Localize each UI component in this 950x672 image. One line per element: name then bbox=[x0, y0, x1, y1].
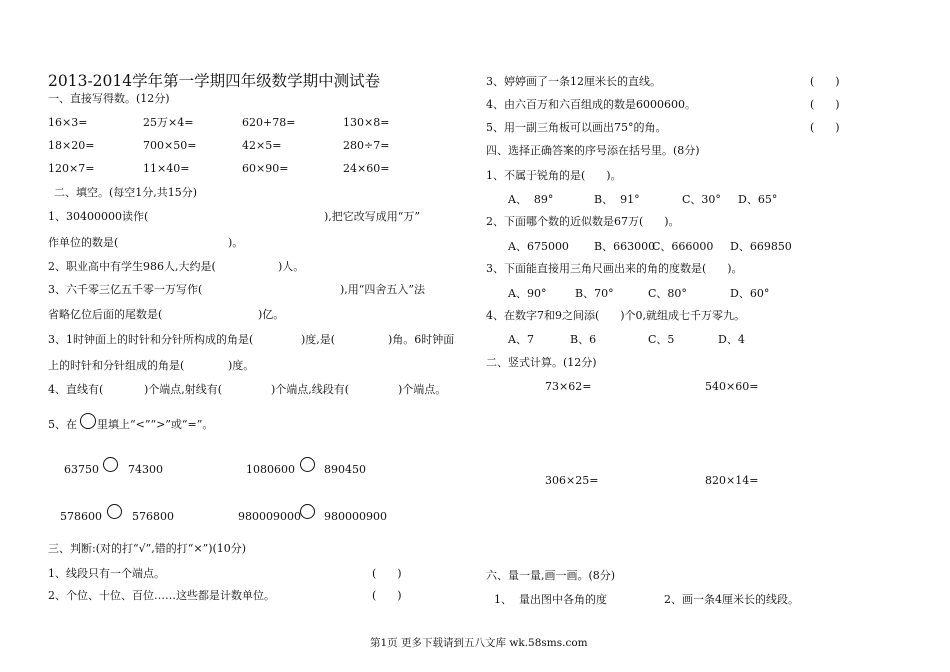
compare-number: 578600 bbox=[60, 510, 102, 523]
vertical-calc-item: 306×25= bbox=[545, 474, 599, 487]
calc-item: 120×7= bbox=[48, 162, 95, 175]
section-3-heading: 三、判断:(对的打“√”,错的打“×”)(10分) bbox=[48, 542, 247, 555]
choice-option: A、90° bbox=[508, 287, 547, 300]
calc-item: 42×5= bbox=[242, 139, 282, 152]
judge-answer-paren: ( ) bbox=[372, 567, 402, 580]
choice-option: B、 91° bbox=[594, 193, 640, 206]
calc-item: 16×3= bbox=[48, 116, 88, 129]
judge-item-4: 4、由六百万和六百组成的数是6000600。 bbox=[486, 98, 696, 111]
calc-item: 620+78= bbox=[242, 116, 296, 129]
section-4-heading: 四、选择正确答案的序号添在括号里。(8分) bbox=[486, 144, 700, 157]
choice-option: D、60° bbox=[730, 287, 770, 300]
choice-option: D、669850 bbox=[730, 240, 792, 253]
compare-number: 890450 bbox=[324, 463, 366, 476]
choice-option: C、30° bbox=[682, 193, 721, 206]
judge-item-1: 1、线段只有一个端点。 bbox=[48, 567, 165, 580]
choice-option: D、4 bbox=[718, 333, 745, 346]
compare-number: 74300 bbox=[128, 463, 163, 476]
fill-question-3: 3、六千零三亿五千零一万写作( bbox=[48, 283, 203, 296]
compare-number: 576800 bbox=[132, 510, 174, 523]
compare-number: 63750 bbox=[64, 463, 99, 476]
judge-item-3: 3、婷婷画了一条12厘米长的直线。 bbox=[486, 75, 661, 88]
judge-item-5: 5、用一副三角板可以画出75°的角。 bbox=[486, 121, 667, 134]
calc-item: 24×60= bbox=[343, 162, 390, 175]
measure-item-1: 1、 量出图中各角的度 bbox=[494, 593, 607, 606]
choice-question-2: 2、下面哪个数的近似数是67万( )。 bbox=[486, 215, 680, 228]
compare-number: 980009000 bbox=[238, 510, 301, 523]
compare-circle-icon[interactable] bbox=[300, 457, 315, 472]
fill-question-6: 5、在 bbox=[48, 418, 77, 431]
calc-item: 18×20= bbox=[48, 139, 95, 152]
fill-question-4-c: )角。6时钟面 bbox=[388, 333, 455, 346]
compare-number: 980000900 bbox=[324, 510, 387, 523]
section-6-heading: 六、量一量,画一画。(8分) bbox=[486, 569, 616, 582]
choice-option: D、65° bbox=[738, 193, 778, 206]
judge-answer-paren: ( ) bbox=[372, 589, 402, 602]
choice-option: A、675000 bbox=[508, 240, 569, 253]
fill-question-6-cont: 里填上“<”“>”或“=”。 bbox=[97, 418, 214, 431]
choice-option: B、70° bbox=[575, 287, 614, 300]
choice-question-3: 3、下面能直接用三角尺画出来的角的度数是( )。 bbox=[486, 262, 743, 275]
calc-item: 280÷7= bbox=[343, 139, 390, 152]
compare-circle-icon bbox=[80, 413, 96, 429]
fill-question-5-b: )个端点,射线有( bbox=[144, 383, 223, 396]
choice-option: C、5 bbox=[648, 333, 675, 346]
vertical-calc-item: 73×62= bbox=[545, 380, 592, 393]
calc-item: 25万×4= bbox=[143, 116, 194, 129]
fill-question-2: 2、职业高中有学生986人,大约是( bbox=[48, 260, 216, 273]
fill-question-4-line2: 上的时针和分针组成的角是( bbox=[48, 359, 185, 372]
fill-question-1: 1、30400000读作( bbox=[48, 210, 149, 223]
fill-question-4-b: )度,是( bbox=[301, 333, 336, 346]
page-footer: 第1页 更多下载请到五八文库 wk.58sms.com bbox=[370, 637, 588, 649]
calc-item: 60×90= bbox=[242, 162, 289, 175]
judge-answer-paren: ( ) bbox=[810, 121, 840, 134]
choice-option: A、 89° bbox=[508, 193, 554, 206]
calc-item: 700×50= bbox=[143, 139, 197, 152]
fill-question-3-cont: ),用“四舍五入”法 bbox=[340, 283, 426, 296]
fill-question-1-cont: ),把它改写成用“万” bbox=[324, 210, 421, 223]
fill-question-4-end: )度。 bbox=[228, 359, 255, 372]
fill-question-5-c: )个端点,线段有( bbox=[271, 383, 350, 396]
choice-question-4: 4、在数字7和9之间添( )个0,就组成七千万零九。 bbox=[486, 309, 746, 322]
judge-item-2: 2、个位、十位、百位……这些都是计数单位。 bbox=[48, 589, 275, 602]
fill-question-4: 3、1时钟面上的时针和分针所构成的角是( bbox=[48, 333, 254, 346]
fill-question-1-end: )。 bbox=[228, 236, 244, 249]
section-2-heading: 二、填空。(每空1分,共15分) bbox=[54, 186, 198, 199]
choice-option: B、6 bbox=[570, 333, 597, 346]
compare-circle-icon[interactable] bbox=[107, 504, 122, 519]
choice-option: A、7 bbox=[508, 333, 534, 346]
compare-circle-icon[interactable] bbox=[103, 457, 118, 472]
page-title: 2013-2014学年第一学期四年级数学期中测试卷 bbox=[48, 72, 381, 90]
calc-item: 130×8= bbox=[343, 116, 390, 129]
fill-question-1-line2: 作单位的数是( bbox=[48, 236, 119, 249]
choice-option: C、666000 bbox=[652, 240, 714, 253]
choice-question-1: 1、不属于锐角的是( )。 bbox=[486, 169, 622, 182]
vertical-calc-item: 820×14= bbox=[705, 474, 759, 487]
compare-circle-icon[interactable] bbox=[300, 504, 315, 519]
judge-answer-paren: ( ) bbox=[810, 98, 840, 111]
measure-item-2: 2、画一条4厘米长的线段。 bbox=[664, 593, 799, 606]
choice-option: B、663000 bbox=[594, 240, 656, 253]
vertical-calc-item: 540×60= bbox=[705, 380, 759, 393]
section-5-heading: 二、竖式计算。(12分) bbox=[486, 356, 597, 369]
judge-answer-paren: ( ) bbox=[810, 75, 840, 88]
compare-number: 1080600 bbox=[246, 463, 295, 476]
fill-question-3-line2: 省略亿位后面的尾数是( bbox=[48, 308, 163, 321]
section-1-heading: 一、直接写得数。(12分) bbox=[48, 92, 170, 105]
choice-option: C、80° bbox=[648, 287, 687, 300]
fill-question-3-end: )亿。 bbox=[258, 308, 285, 321]
fill-question-2-end: )人。 bbox=[278, 260, 305, 273]
fill-question-5: 4、直线有( bbox=[48, 383, 104, 396]
calc-item: 11×40= bbox=[143, 162, 190, 175]
fill-question-5-d: )个端点。 bbox=[398, 383, 447, 396]
